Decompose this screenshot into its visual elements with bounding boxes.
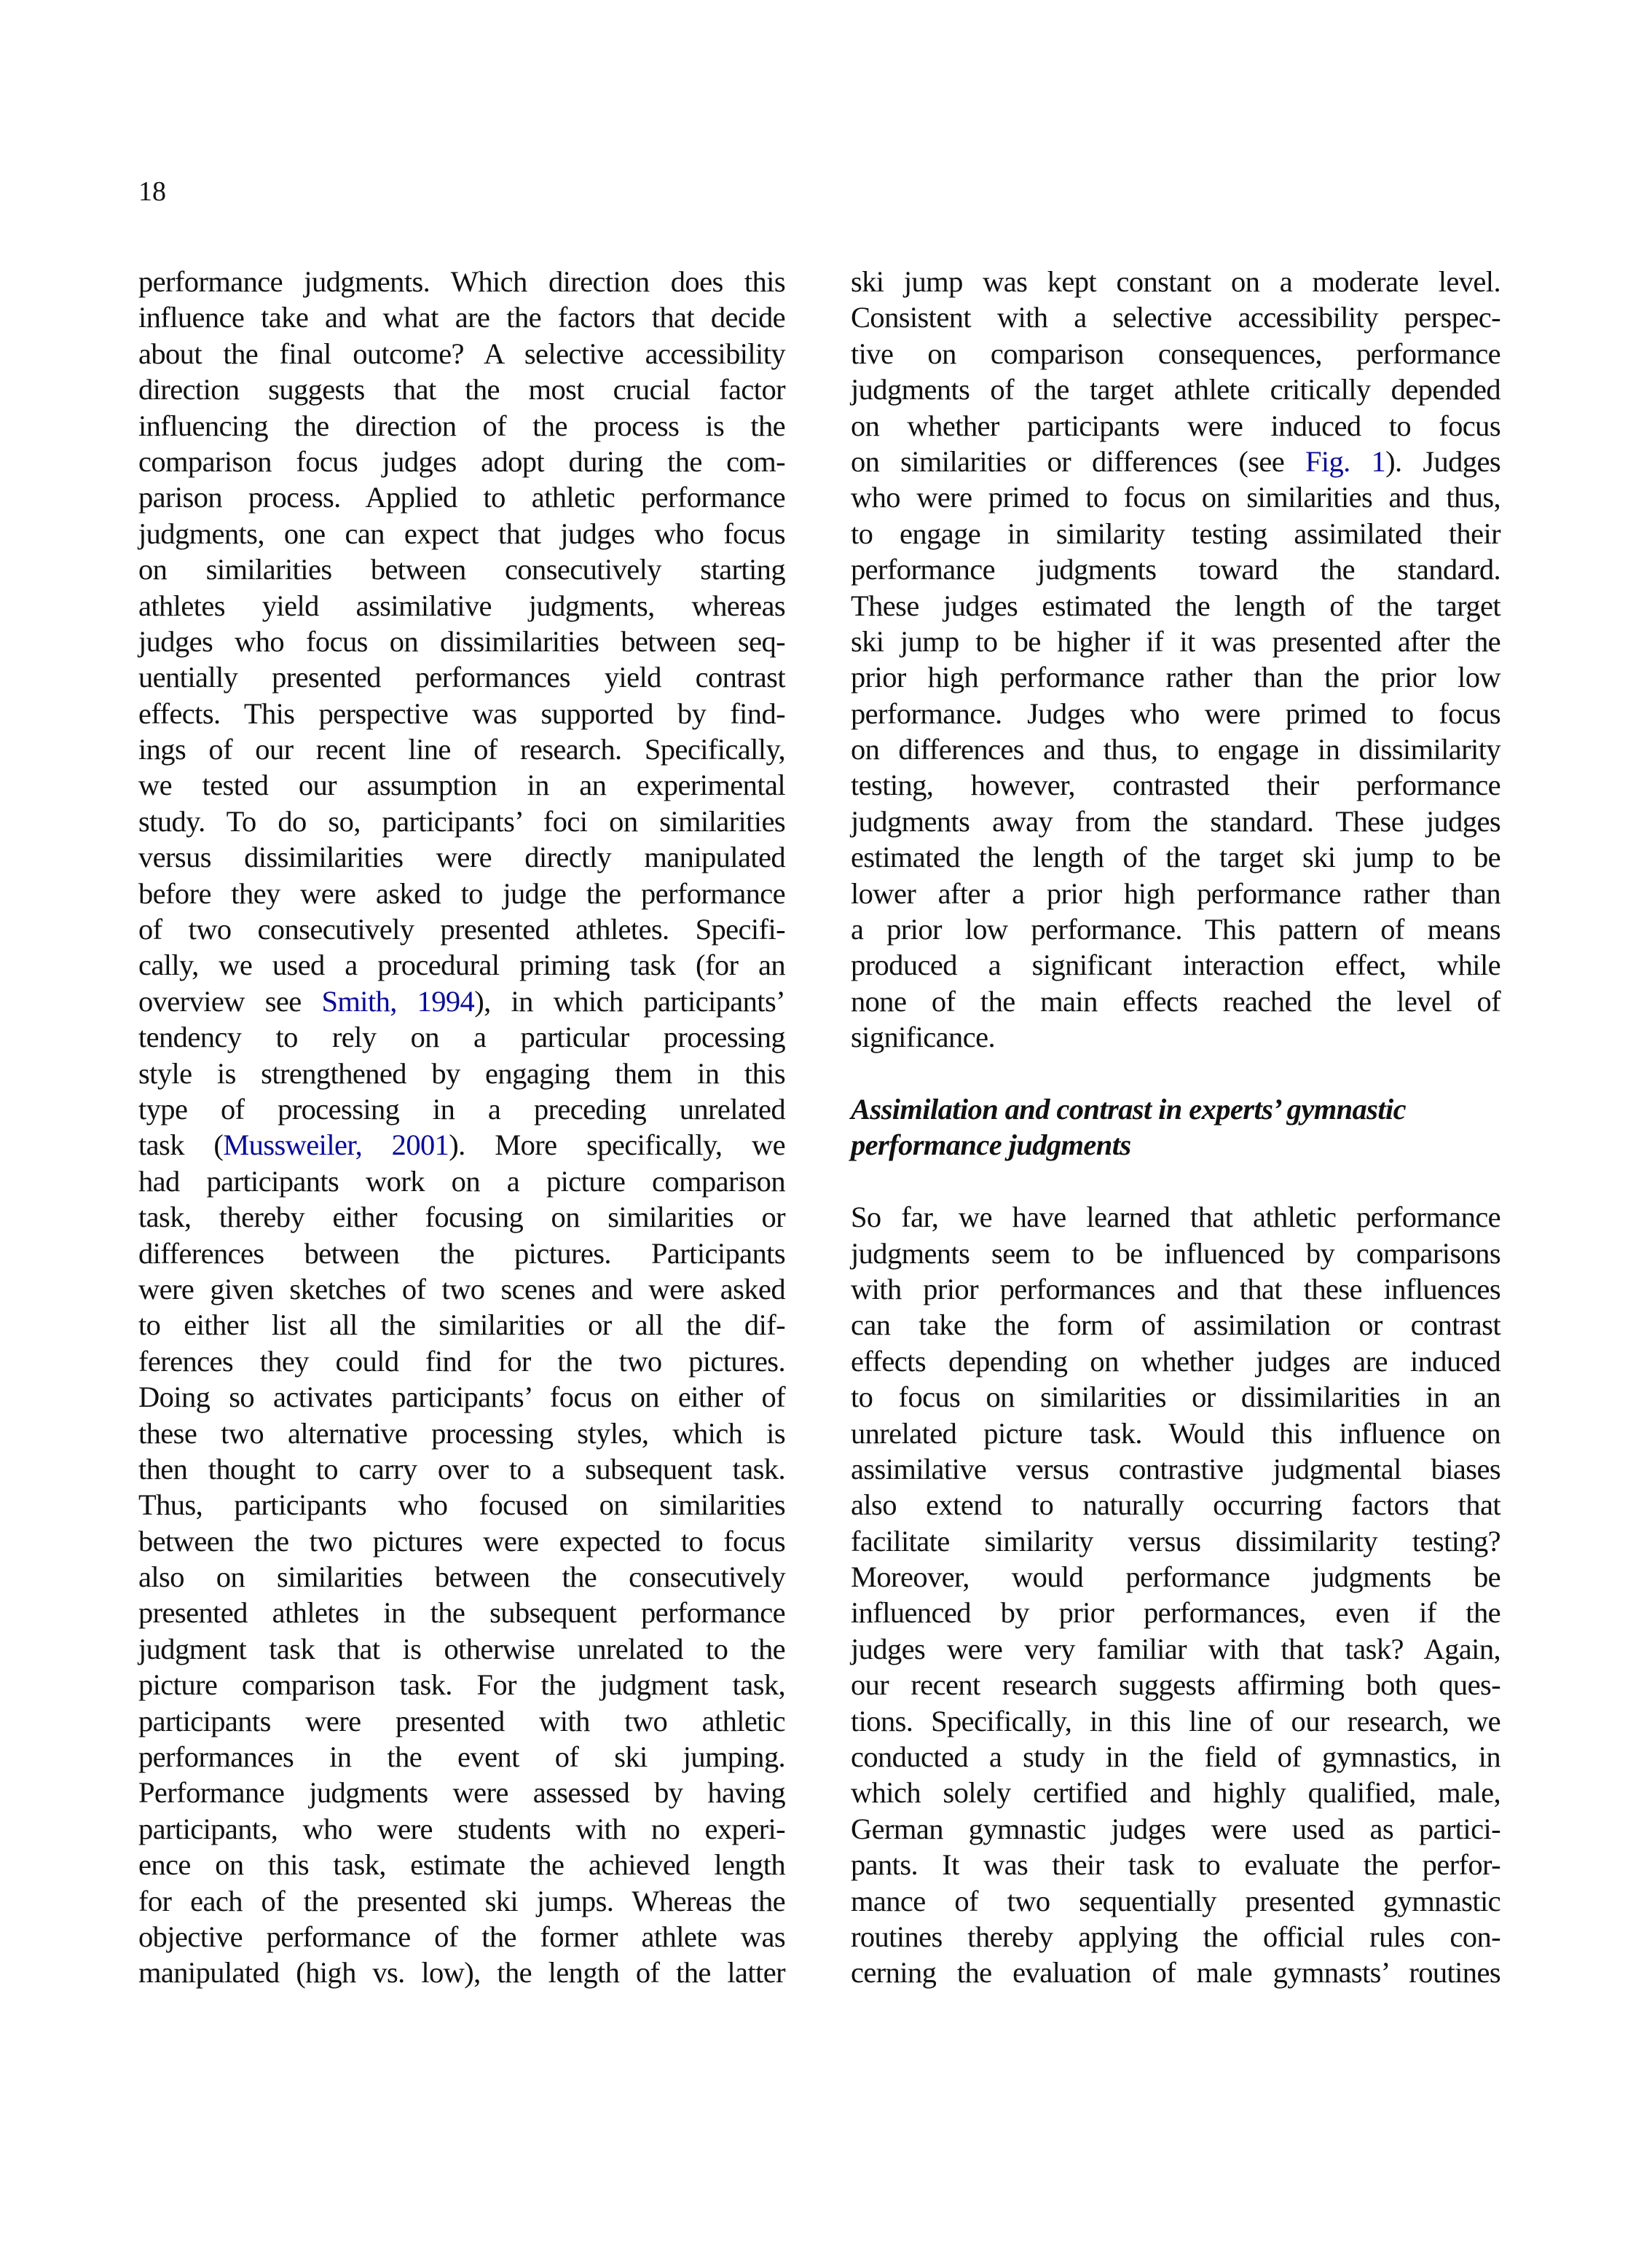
text-line: of two consecutively presented athletes. Specifi-: [138, 913, 785, 946]
text-line: also extend to naturally occurring factors that: [851, 1488, 1500, 1522]
citation-link[interactable]: Smith, 1994: [321, 984, 475, 1018]
text-line: for each of the presented ski jumps. Whereas the: [138, 1884, 785, 1917]
text-line: we tested our assumption in an experimental: [138, 769, 785, 802]
text-line: So far, we have learned that athletic performance: [851, 1201, 1500, 1234]
text-line: prior high performance rather than the prior low: [851, 661, 1500, 694]
text-line: who were primed to focus on similarities and thus,: [851, 481, 1500, 514]
spacer: [851, 1163, 1500, 1199]
text-line: then thought to carry over to a subsequent task.: [138, 1452, 785, 1485]
text-line: performance judgments toward the standard.: [851, 553, 1500, 586]
text-line: [138, 1127, 785, 1163]
text-line: on whether participants were induced to focus: [851, 409, 1500, 442]
text-line: judgments seem to be influenced by comparisons: [851, 1236, 1500, 1270]
text-fragment: ), in which participants’: [474, 984, 785, 1018]
text-line: had participants work on a picture comparison: [138, 1164, 785, 1198]
text-line: These judges estimated the length of the target: [851, 589, 1500, 622]
text-line: a prior low performance. This pattern of means: [851, 913, 1500, 946]
text-line: cally, we used a procedural priming task (for an: [138, 949, 785, 982]
text-line: testing, however, contrasted their performance: [851, 769, 1500, 802]
text-fragment: on similarities or differences (see: [851, 444, 1305, 478]
text-line: on similarities between consecutively starting: [138, 553, 785, 586]
section-paragraph: [851, 1199, 1500, 1991]
left-column: [138, 264, 785, 1991]
text-line: performance. Judges who were primed to focus: [851, 696, 1500, 730]
results-paragraph: [851, 264, 1500, 1056]
text-line: manipulated (high vs. low), the length of the latter: [138, 1956, 785, 1990]
text-line: parison process. Applied to athletic performance: [138, 481, 785, 514]
text-line: Consistent with a selective accessibility perspec-: [851, 301, 1500, 334]
text-line: on differences and thus, to engage in dissimilarity: [851, 733, 1500, 766]
text-line: ferences they could find for the two pictures.: [138, 1344, 785, 1378]
text-line: participants, who were students with no experi-: [138, 1812, 785, 1845]
text-line: to either list all the similarities or all the dif-: [138, 1308, 785, 1342]
text-line: effects depending on whether judges are induced: [851, 1344, 1500, 1378]
text-line: performance judgments: [851, 1128, 1131, 1162]
text-line: [851, 444, 1500, 479]
text-line: picture comparison task. For the judgment task,: [138, 1668, 785, 1702]
text-line: study. To do so, participants’ foci on similarities: [138, 804, 785, 838]
text-line: differences between the pictures. Participants: [138, 1236, 785, 1270]
text-line: also on similarities between the consecutively: [138, 1560, 785, 1594]
text-line: style is strengthened by engaging them in this: [138, 1056, 785, 1090]
text-line: influencing the direction of the process is the: [138, 409, 785, 442]
text-line: tions. Specifically, in this line of our research, we: [851, 1704, 1500, 1737]
text-line: Performance judgments were assessed by having: [138, 1776, 785, 1810]
text-line: were given sketches of two scenes and were asked: [138, 1272, 785, 1305]
text-line: about the final outcome? A selective accessibility: [138, 337, 785, 370]
text-line: Moreover, would performance judgments be: [851, 1560, 1500, 1594]
text-line: pants. It was their task to evaluate the perfor-: [851, 1848, 1500, 1882]
text-line: before they were asked to judge the performance: [138, 876, 785, 910]
text-line: presented athletes in the subsequent performance: [138, 1596, 785, 1630]
text-line: influenced by prior performances, even if the: [851, 1596, 1500, 1630]
text-line: influence take and what are the factors that decide: [138, 301, 785, 334]
page-number: 18: [138, 176, 166, 207]
text-line: these two alternative processing styles, which is: [138, 1416, 785, 1450]
text-line: our recent research suggests affirming both ques-: [851, 1668, 1500, 1702]
section-heading: [851, 1091, 1500, 1163]
text-line: tendency to rely on a particular processing: [138, 1021, 785, 1054]
text-line: lower after a prior high performance rather than: [851, 876, 1500, 910]
text-line: unrelated picture task. Would this influence on: [851, 1416, 1500, 1450]
text-line: athletes yield assimilative judgments, whereas: [138, 589, 785, 622]
text-line: ence on this task, estimate the achieved length: [138, 1848, 785, 1882]
text-line: judges were very familiar with that task? Again,: [851, 1632, 1500, 1665]
text-line: ski jump was kept constant on a moderate level.: [851, 265, 1500, 298]
text-line: performances in the event of ski jumping.: [138, 1740, 785, 1774]
text-line: judgments of the target athlete critically depended: [851, 373, 1500, 407]
text-line: direction suggests that the most crucial factor: [138, 373, 785, 407]
text-line: ings of our recent line of research. Specifically,: [138, 733, 785, 766]
text-line: judges who focus on dissimilarities between seq-: [138, 624, 785, 658]
text-line: to engage in similarity testing assimilated their: [851, 517, 1500, 550]
text-line: Doing so activates participants’ focus on either of: [138, 1381, 785, 1414]
text-line: none of the main effects reached the level of: [851, 984, 1500, 1018]
text-line: ski jump to be higher if it was presented after the: [851, 624, 1500, 658]
text-line: routines thereby applying the official rules con-: [851, 1920, 1500, 1953]
text-line: Assimilation and contrast in experts’ gymnastic: [851, 1092, 1407, 1126]
text-line: produced a significant interaction effect, while: [851, 949, 1500, 982]
text-line: estimated the length of the target ski jump to be: [851, 841, 1500, 874]
right-column: [851, 264, 1500, 1991]
text-line: performance judgments. Which direction does this: [138, 265, 785, 298]
citation-link[interactable]: Fig. 1: [1305, 444, 1386, 478]
text-line: to focus on similarities or dissimilarities in an: [851, 1381, 1500, 1414]
text-line: cerning the evaluation of male gymnasts’ routines: [851, 1956, 1500, 1990]
text-line: judgment task that is otherwise unrelated to the: [138, 1632, 785, 1665]
text-line: type of processing in a preceding unrelated: [138, 1092, 785, 1126]
text-line: uentially presented performances yield contrast: [138, 661, 785, 694]
citation-link[interactable]: Mussweiler, 2001: [223, 1128, 449, 1162]
text-fragment: ). Judges: [1385, 444, 1500, 478]
text-line: significance.: [851, 1021, 995, 1054]
text-line: facilitate similarity versus dissimilarity testing?: [851, 1524, 1500, 1558]
text-line: comparison focus judges adopt during the com-: [138, 444, 785, 478]
text-line: can take the form of assimilation or contrast: [851, 1308, 1500, 1342]
spacer: [851, 1056, 1500, 1091]
text-line: Thus, participants who focused on similarities: [138, 1488, 785, 1522]
text-line: judgments away from the standard. These judges: [851, 804, 1500, 838]
text-line: [138, 983, 785, 1019]
text-line: effects. This perspective was supported by find-: [138, 696, 785, 730]
text-line: versus dissimilarities were directly manipulated: [138, 841, 785, 874]
text-line: task, thereby either focusing on similarities or: [138, 1201, 785, 1234]
text-fragment: task (: [138, 1128, 224, 1162]
text-line: between the two pictures were expected to focus: [138, 1524, 785, 1558]
text-line: mance of two sequentially presented gymnastic: [851, 1884, 1500, 1917]
text-line: assimilative versus contrastive judgmental biases: [851, 1452, 1500, 1485]
text-line: tive on comparison consequences, performance: [851, 337, 1500, 370]
text-line: which solely certified and highly qualified, male,: [851, 1776, 1500, 1810]
text-line: conducted a study in the field of gymnastics, in: [851, 1740, 1500, 1774]
text-line: judgments, one can expect that judges who focus: [138, 517, 785, 550]
text-line: objective performance of the former athlete was: [138, 1920, 785, 1953]
text-line: German gymnastic judges were used as partici-: [851, 1812, 1500, 1845]
text-line: participants were presented with two athletic: [138, 1704, 785, 1737]
text-line: with prior performances and that these influences: [851, 1272, 1500, 1305]
text-fragment: overview see: [138, 984, 322, 1018]
text-fragment: ). More specifically, we: [449, 1128, 785, 1162]
